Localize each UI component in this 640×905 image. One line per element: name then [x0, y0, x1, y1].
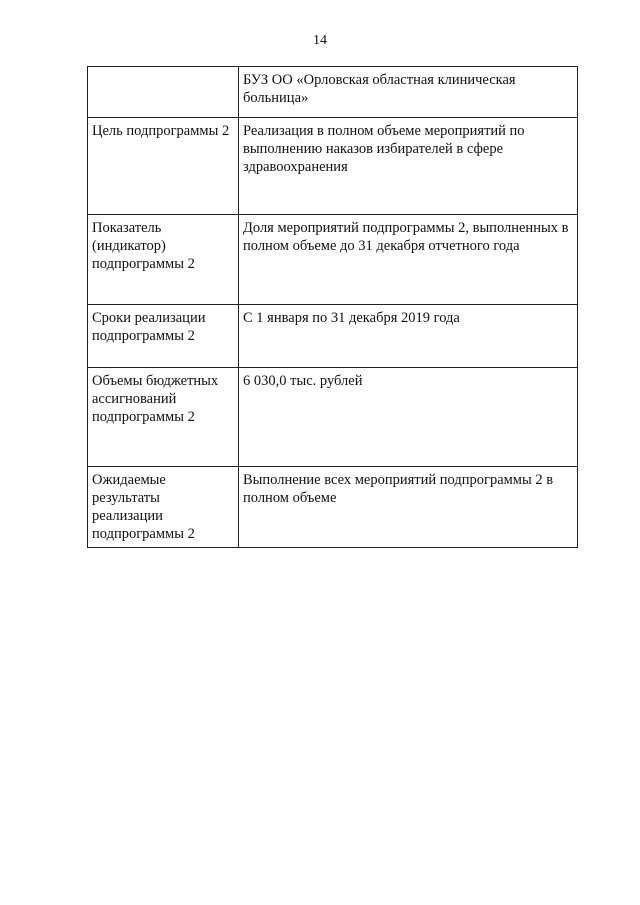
table-row-indicator — [88, 215, 578, 305]
row-value-cell: С 1 января по 31 декабря 2019 года — [239, 305, 578, 368]
table-row-timeline — [88, 305, 578, 368]
row-value-cell: Доля мероприятий подпрограммы 2, выполненных в полном объеме до 31 декабря отчетного года — [239, 215, 578, 305]
table-row-executor — [88, 67, 578, 118]
table-row-results — [88, 467, 578, 548]
table-row-goal — [88, 118, 578, 215]
row-label-cell: Цель подпрограммы 2 — [88, 118, 239, 215]
row-label-cell: Ожидаемые результаты реализации подпрограммы 2 — [88, 467, 239, 548]
table-row-budget — [88, 368, 578, 467]
row-label-cell: Показатель (индикатор) подпрограммы 2 — [88, 215, 239, 305]
subprogram-passport-table — [87, 66, 578, 548]
row-value-cell: 6 030,0 тыс. рублей — [239, 368, 578, 467]
row-value-cell: Выполнение всех мероприятий подпрограммы 2 в полном объеме — [239, 467, 578, 548]
page-number: 14 — [313, 33, 327, 48]
row-label-cell: Сроки реализации подпрограммы 2 — [88, 305, 239, 368]
row-label-cell — [88, 67, 239, 118]
row-value-cell: Реализация в полном объеме мероприятий по выполнению наказов избирателей в сфере здравоохранения — [239, 118, 578, 215]
row-label-cell: Объемы бюджетных ассигнований подпрограммы 2 — [88, 368, 239, 467]
row-value-cell: БУЗ ОО «Орловская областная клиническая больница» — [239, 67, 578, 118]
